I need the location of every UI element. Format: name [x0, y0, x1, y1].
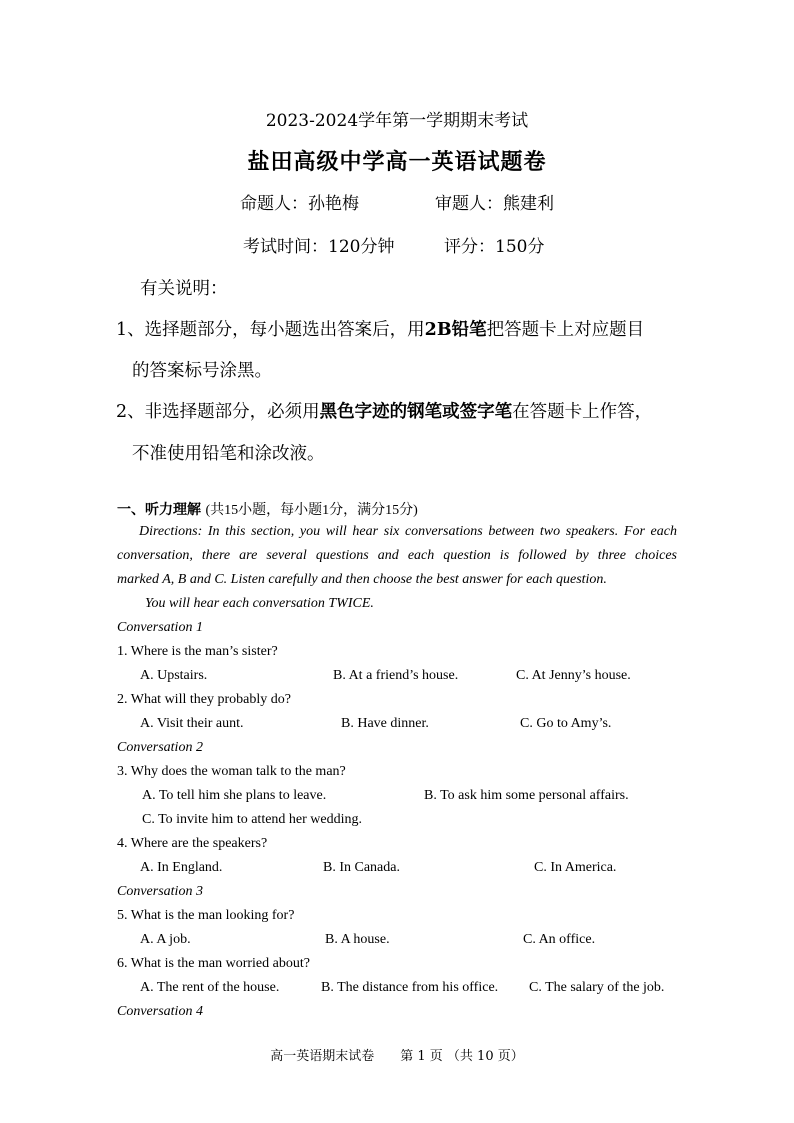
q1-option-a: A. Upstairs.: [140, 668, 208, 683]
conversation-4-label: Conversation 4: [117, 1004, 203, 1019]
q2-option-a: A. Visit their aunt.: [140, 716, 244, 731]
question-6: 6. What is the man worried about?: [117, 956, 310, 971]
q5-option-b: B. A house.: [325, 932, 390, 947]
section-detail: (共15小题，每小题1分，满分15分): [205, 503, 418, 518]
conversation-3-label: Conversation 3: [117, 884, 203, 899]
note-1-part-c: 把答题卡上对应题目: [486, 320, 645, 340]
q2-option-b: B. Have dinner.: [341, 716, 429, 731]
directions-line-1: Directions: In this section, you will hear six conversations between two speakers. For each: [139, 524, 677, 539]
exam-time: 考试时间：120分钟: [243, 237, 395, 257]
exam-score: 评分：150分: [444, 237, 545, 257]
conversation-1-label: Conversation 1: [117, 620, 203, 635]
question-1: 1. Where is the man’s sister?: [117, 644, 278, 659]
note-2-cont: 不准使用铅笔和涂改液。: [132, 444, 325, 464]
note-1-emphasis: 2B铅笔: [424, 320, 487, 340]
notes-heading: 有关说明：: [140, 279, 228, 299]
q3-option-a: A. To tell him she plans to leave.: [142, 788, 327, 803]
q4-option-c: C. In America.: [534, 860, 617, 875]
section-heading: [117, 499, 418, 519]
note-1-part-a: 1、选择题部分，每小题选出答案后，用: [116, 320, 425, 340]
setter-label: 命题人：孙艳梅: [240, 194, 359, 214]
exam-term-line: 2023-2024学年第一学期期末考试: [265, 111, 529, 131]
q5-option-a: A. A job.: [140, 932, 191, 947]
reviewer-label: 审题人：熊建利: [435, 194, 554, 214]
q4-option-a: A. In England.: [140, 860, 223, 875]
question-5: 5. What is the man looking for?: [117, 908, 295, 923]
note-2: [116, 398, 652, 423]
question-2: 2. What will they probably do?: [117, 692, 291, 707]
q6-option-b: B. The distance from his office.: [321, 980, 499, 995]
q3-option-b: B. To ask him some personal affairs.: [424, 788, 629, 803]
note-2-emphasis: 黑色字迹的钢笔或签字笔: [319, 402, 513, 422]
q6-option-c: C. The salary of the job.: [529, 980, 665, 995]
page-footer: 高一英语期末试卷 第 1 页 （共 10 页）: [270, 1049, 524, 1064]
q5-option-c: C. An office.: [523, 932, 596, 947]
section-title: 一、听力理解: [117, 502, 201, 518]
conversation-2-label: Conversation 2: [117, 740, 203, 755]
note-2-part-c: 在答题卡上作答，: [512, 402, 653, 422]
question-3: 3. Why does the woman talk to the man?: [117, 764, 346, 779]
directions-line-4: You will hear each conversation TWICE.: [145, 596, 374, 611]
note-1: [116, 316, 644, 341]
page-title: 盐田高级中学高一英语试题卷: [247, 149, 547, 175]
q6-option-a: A. The rent of the house.: [140, 980, 280, 995]
q4-option-b: B. In Canada.: [323, 860, 400, 875]
note-2-part-a: 2、非选择题部分，必须用: [116, 402, 320, 422]
q1-option-c: C. At Jenny’s house.: [516, 668, 631, 683]
directions-line-3: marked A, B and C. Listen carefully and then choose the best answer for each question.: [117, 572, 607, 587]
q3-option-c: C. To invite him to attend her wedding.: [142, 812, 363, 827]
q1-option-b: B. At a friend’s house.: [333, 668, 459, 683]
q2-option-c: C. Go to Amy’s.: [520, 716, 612, 731]
question-4: 4. Where are the speakers?: [117, 836, 268, 851]
note-1-cont: 的答案标号涂黑。: [132, 361, 272, 381]
directions-line-2: conversation, there are several questions and each question is followed by three choices: [117, 548, 677, 563]
